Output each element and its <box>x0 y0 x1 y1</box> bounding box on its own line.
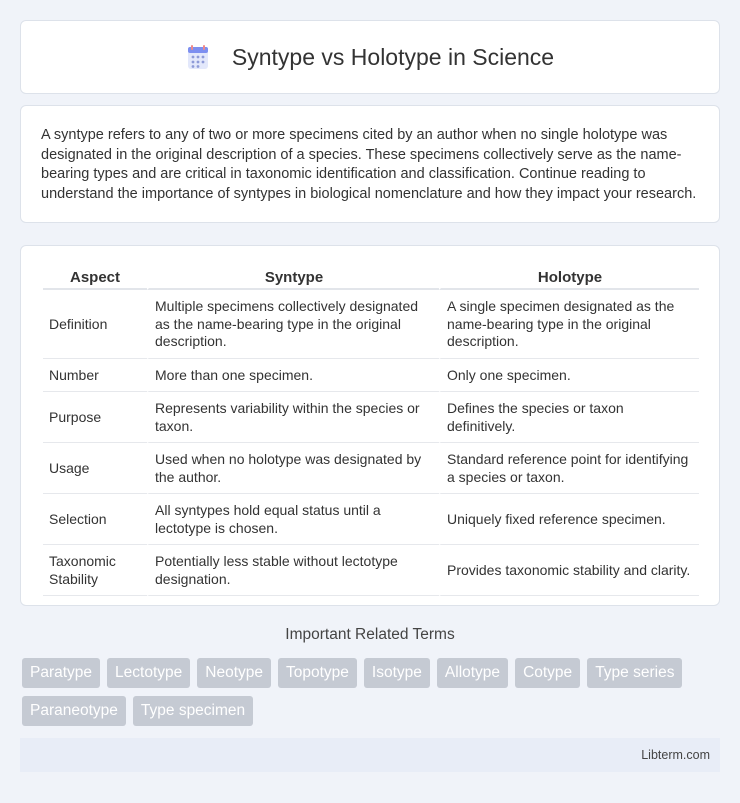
intro-text: A syntype refers to any of two or more specimens cited by an author when no single holotype was designated in the original description of a species. These specimens collectively serve as the name-bearing types and are critical in taxonomic identification and classification. Continue reading to understand the importance of syntypes in biological nomenclature and how they impact your research. <box>41 127 697 202</box>
related-terms-title: Important Related Terms <box>285 626 455 643</box>
table-row <box>43 392 699 443</box>
tag-allotype[interactable]: Allotype <box>437 658 508 688</box>
column-header-holotype: Holotype <box>439 266 699 290</box>
document-grid-icon <box>186 44 210 70</box>
page-title: Syntype vs Holotype in Science <box>231 43 555 70</box>
tag-paraneotype[interactable]: Paraneotype <box>22 696 126 726</box>
table-row <box>43 494 699 545</box>
table-row <box>43 443 699 494</box>
table-row <box>43 290 699 359</box>
row-holotype: Defines the species or taxon definitively. <box>439 392 699 443</box>
row-syntype: Used when no holotype was designated by the author. <box>147 443 439 494</box>
related-terms-list <box>22 658 722 726</box>
row-aspect: Taxonomic Stability <box>43 545 147 596</box>
table-row <box>43 359 699 393</box>
table-header-row <box>43 266 699 290</box>
row-holotype: A single specimen designated as the name-bearing type in the original description. <box>439 290 699 359</box>
tag-type-series[interactable]: Type series <box>587 658 682 688</box>
row-aspect: Number <box>43 359 147 393</box>
row-aspect: Usage <box>43 443 147 494</box>
row-aspect: Purpose <box>43 392 147 443</box>
row-syntype: Multiple specimens collectively designated as the name-bearing type in the original description. <box>147 290 439 359</box>
comparison-card <box>20 245 720 606</box>
tag-neotype[interactable]: Neotype <box>197 658 271 688</box>
tag-isotype[interactable]: Isotype <box>364 658 430 688</box>
intro-card <box>20 105 720 223</box>
header-card <box>20 20 720 94</box>
row-syntype: Represents variability within the species or taxon. <box>147 392 439 443</box>
row-holotype: Only one specimen. <box>439 359 699 393</box>
tag-cotype[interactable]: Cotype <box>515 658 580 688</box>
column-header-syntype: Syntype <box>147 266 439 290</box>
tag-lectotype[interactable]: Lectotype <box>107 658 190 688</box>
row-holotype: Standard reference point for identifying a species or taxon. <box>439 443 699 494</box>
row-syntype: Potentially less stable without lectotype designation. <box>147 545 439 596</box>
tag-paratype[interactable]: Paratype <box>22 658 100 688</box>
footer-site-link[interactable]: Libterm.com <box>641 748 710 762</box>
tag-type-specimen[interactable]: Type specimen <box>133 696 253 726</box>
table-row <box>43 545 699 596</box>
footer <box>20 738 720 772</box>
tag-topotype[interactable]: Topotype <box>278 658 357 688</box>
comparison-table <box>43 266 699 596</box>
row-aspect: Selection <box>43 494 147 545</box>
column-header-aspect: Aspect <box>43 266 147 290</box>
row-syntype: All syntypes hold equal status until a lectotype is chosen. <box>147 494 439 545</box>
row-aspect: Definition <box>43 290 147 359</box>
row-holotype: Uniquely fixed reference specimen. <box>439 494 699 545</box>
row-syntype: More than one specimen. <box>147 359 439 393</box>
row-holotype: Provides taxonomic stability and clarity. <box>439 545 699 596</box>
